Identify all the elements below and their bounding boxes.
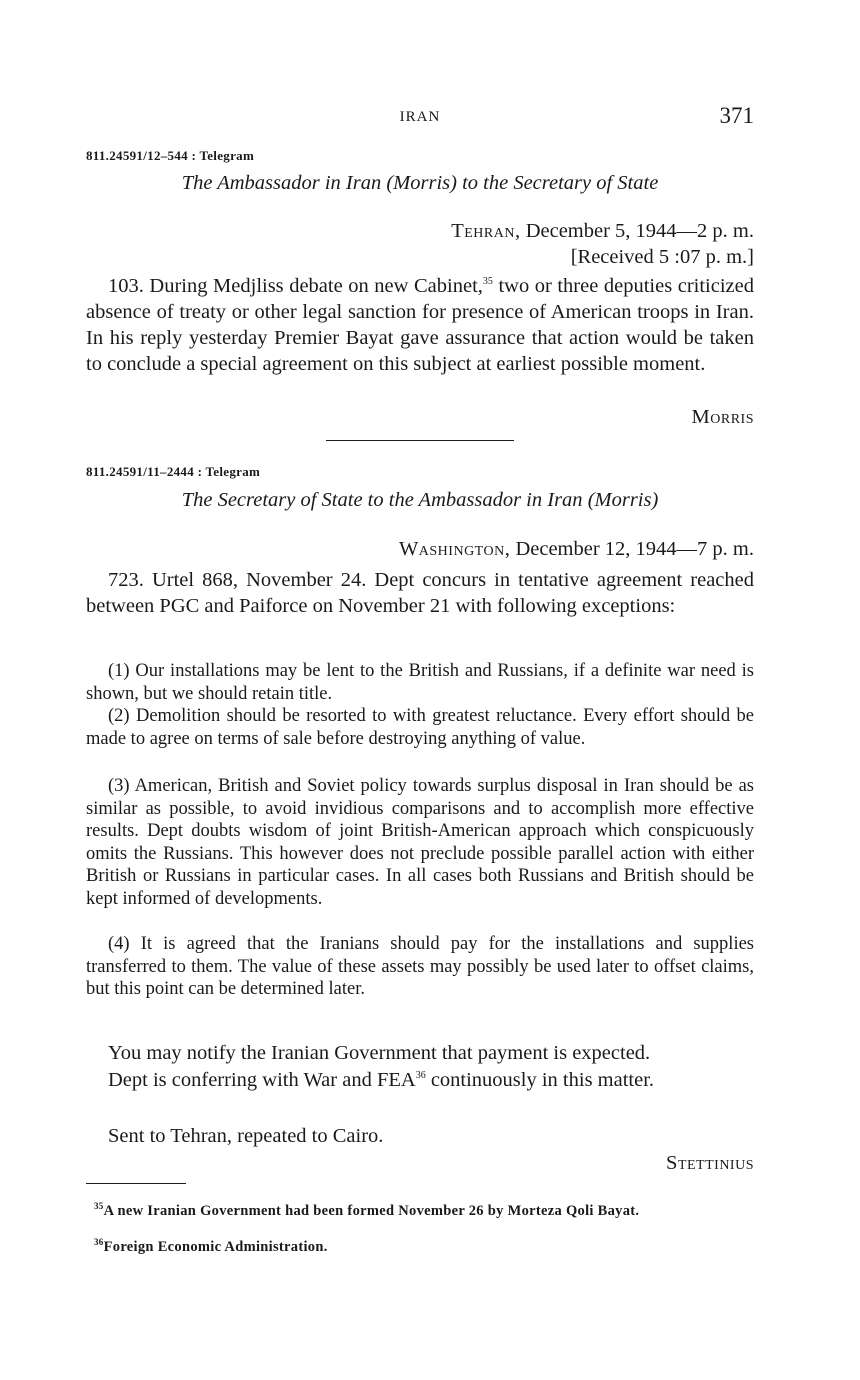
footnote-ref: 35 — [482, 276, 493, 288]
dateline-date: December 5, 1944—2 p. m. — [520, 220, 754, 242]
conferring-paragraph — [86, 1067, 754, 1093]
footnote-ref: 36 — [415, 1070, 426, 1082]
conferring-start: Dept is conferring with War and FEA — [108, 1069, 416, 1091]
document-id: 811.24591/12–544 : Telegram — [86, 148, 255, 163]
section-divider — [326, 440, 514, 441]
received-line: [Received 5 :07 p. m.] — [570, 246, 754, 268]
footnote-number: 36 — [94, 1237, 104, 1248]
document-id: 811.24591/11–2444 : Telegram — [86, 464, 261, 479]
signature: Morris — [691, 406, 754, 428]
title-suffix: to the Secretary of State — [456, 172, 659, 194]
title-prefix: The Ambassador in Iran — [181, 172, 387, 194]
footnote-text: A new Iranian Government had been formed November 26 by Morteza Qoli Bayat. — [103, 1203, 640, 1219]
document-title — [86, 172, 754, 195]
page-number: 371 — [719, 103, 754, 128]
dateline — [451, 220, 754, 243]
intro-text: 723. Urtel 868, November 24. Dept concurs in tentative agreement reached between PGC and Paiforce on November 21 with following exceptions: — [86, 569, 754, 617]
exception-item: (3) American, British and Soviet policy towards surplus disposal in Iran should be as similar as possible, to avoid invidious comparisons and to accomplish more effective results. Dept doubts wisdom of joint British-American approach which conspicuously omits the Russians. This however does not preclude possible parallel action with either British or Russians in particular cases. In all cases both Russians and British should be kept informed of developments. — [86, 776, 754, 909]
telegram-body — [86, 273, 754, 377]
dateline-date: December 12, 1944—7 p. m. — [510, 538, 754, 560]
sent-paragraph — [86, 1123, 754, 1149]
document-title — [86, 489, 754, 512]
footnote-divider — [86, 1183, 186, 1184]
title-prefix: The Secretary of State to the Ambassador in Iran — [181, 489, 588, 511]
dateline-place: Tehran, — [451, 220, 521, 242]
footnote-text: Foreign Economic Administration. — [103, 1239, 328, 1255]
exception-item: (2) Demolition should be resorted to with greatest reluctance. Every effort should be made to agree on terms of sale before destroying anything of value. — [86, 706, 754, 749]
signature: Stettinius — [666, 1152, 754, 1174]
footnote — [86, 1239, 754, 1255]
telegram-intro — [86, 567, 754, 619]
conferring-rest: continuously in this matter. — [425, 1069, 655, 1091]
title-paren-name: (Morris) — [587, 489, 659, 511]
title-paren-name: (Morris) — [386, 172, 457, 194]
running-title: IRAN — [399, 109, 441, 125]
page-header — [86, 103, 754, 131]
notify-paragraph — [86, 1040, 754, 1066]
footnote — [86, 1203, 754, 1219]
exception-item: (4) It is agreed that the Iranians should pay for the installations and supplies transferred to them. The value of these assets may possibly be used later to offset claims, but this point can be determined later. — [86, 934, 754, 999]
body-rest: two or three deputies criticized absence of treaty or other legal sanction for presence of American troops in Iran. In his reply yesterday Premier Bayat gave assurance that action would be taken to conclude a special agreement on this subject at earliest possible moment. — [86, 275, 754, 375]
notify-text: You may notify the Iranian Government that payment is expected. — [108, 1042, 651, 1064]
dateline-place: Washington, — [398, 538, 511, 560]
body-start: 103. During Medjliss debate on new Cabinet, — [108, 275, 483, 297]
exception-item: (1) Our installations may be lent to the British and Russians, if a definite war need is shown, but we should retain title. — [86, 661, 754, 704]
footnote-number: 35 — [94, 1201, 104, 1212]
dateline — [399, 538, 754, 561]
sent-text: Sent to Tehran, repeated to Cairo. — [108, 1125, 384, 1147]
